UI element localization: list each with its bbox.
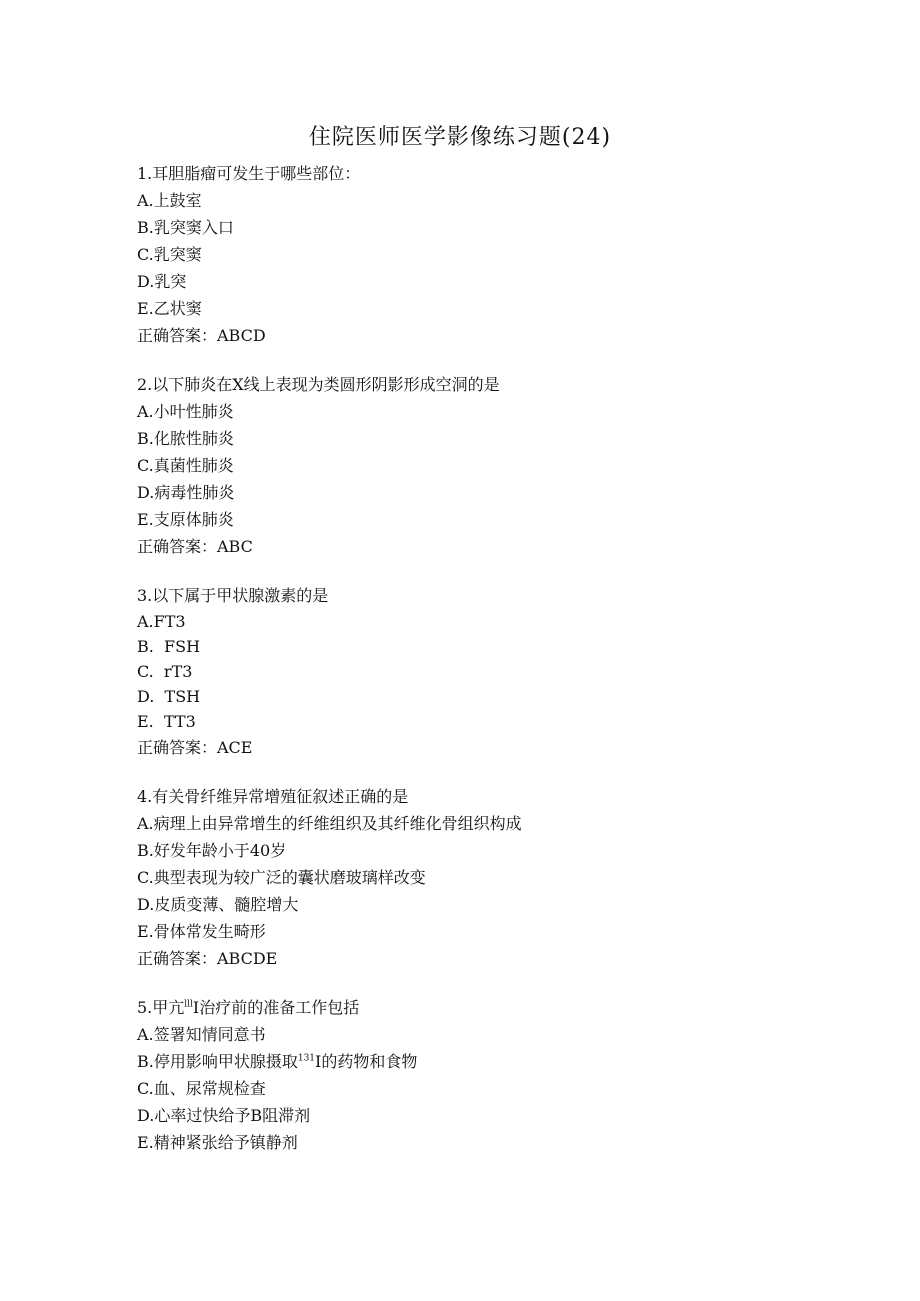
option-d: D.病毒性肺炎 — [137, 483, 235, 502]
correct-answer: 正确答案：ACE — [137, 738, 253, 757]
option-d: D.心率过快给予B阻滞剂 — [137, 1106, 311, 1125]
question-5 — [137, 994, 837, 1156]
option-b: B. FSH — [137, 637, 201, 656]
question-stem: 1.耳胆脂瘤可发生于哪些部位： — [137, 164, 361, 183]
option-c: C.真菌性肺炎 — [137, 456, 234, 475]
option-a: A.病理上由异常增生的纤维组织及其纤维化骨组织构成 — [137, 814, 522, 833]
option-b-suffix: I的药物和食物 — [315, 1052, 418, 1071]
option-d: D.皮质变薄、髓腔增大 — [137, 895, 299, 914]
option-e: E.骨体常发生畸形 — [137, 922, 266, 941]
question-3 — [137, 582, 837, 761]
option-b-prefix: B.停用影响甲状腺摄取 — [137, 1052, 298, 1071]
option-b: B.好发年龄小于40岁 — [137, 841, 287, 860]
question-1 — [137, 160, 837, 349]
stem-suffix: I治疗前的准备工作包括 — [192, 998, 360, 1017]
question-list — [137, 160, 837, 1178]
option-e: E.精神紧张给予镇静剂 — [137, 1133, 298, 1152]
option-e: E.支原体肺炎 — [137, 510, 234, 529]
option-c: C.血、尿常规检查 — [137, 1079, 266, 1098]
question-4 — [137, 783, 837, 972]
option-b — [137, 1048, 837, 1075]
question-stem: 2.以下肺炎在X线上表现为类圆形阴影形成空洞的是 — [137, 375, 500, 394]
question-stem: 4.有关骨纤维异常增殖征叙述正确的是 — [137, 787, 409, 806]
option-a: A.上鼓室 — [137, 191, 202, 210]
option-a: A.签署知情同意书 — [137, 1025, 266, 1044]
isotope-superscript: 131 — [297, 1053, 316, 1064]
option-e: E.乙状窦 — [137, 299, 202, 318]
option-e: E. TT3 — [137, 712, 196, 731]
option-c: C.典型表现为较广泛的囊状磨玻璃样改变 — [137, 868, 426, 887]
question-2 — [137, 371, 837, 560]
option-a: A.小叶性肺炎 — [137, 402, 234, 421]
correct-answer: 正确答案：ABCD — [137, 326, 266, 345]
option-b: B.化脓性肺炎 — [137, 429, 234, 448]
option-c: C. rT3 — [137, 662, 193, 681]
option-d: D.乳突 — [137, 272, 187, 291]
question-stem: 3.以下属于甲状腺激素的是 — [137, 586, 329, 605]
correct-answer: 正确答案：ABCDE — [137, 949, 278, 968]
stem-prefix: 5.甲亢 — [137, 998, 185, 1017]
option-d: D. TSH — [137, 687, 201, 706]
question-stem — [137, 994, 837, 1021]
correct-answer: 正确答案：ABC — [137, 537, 253, 556]
page-title: 住院医师医学影像练习题(24) — [308, 125, 612, 150]
option-c: C.乳突窦 — [137, 245, 202, 264]
option-b: B.乳突窦入口 — [137, 218, 234, 237]
option-a: A.FT3 — [137, 612, 186, 631]
stem-superscript: lll — [184, 999, 193, 1010]
